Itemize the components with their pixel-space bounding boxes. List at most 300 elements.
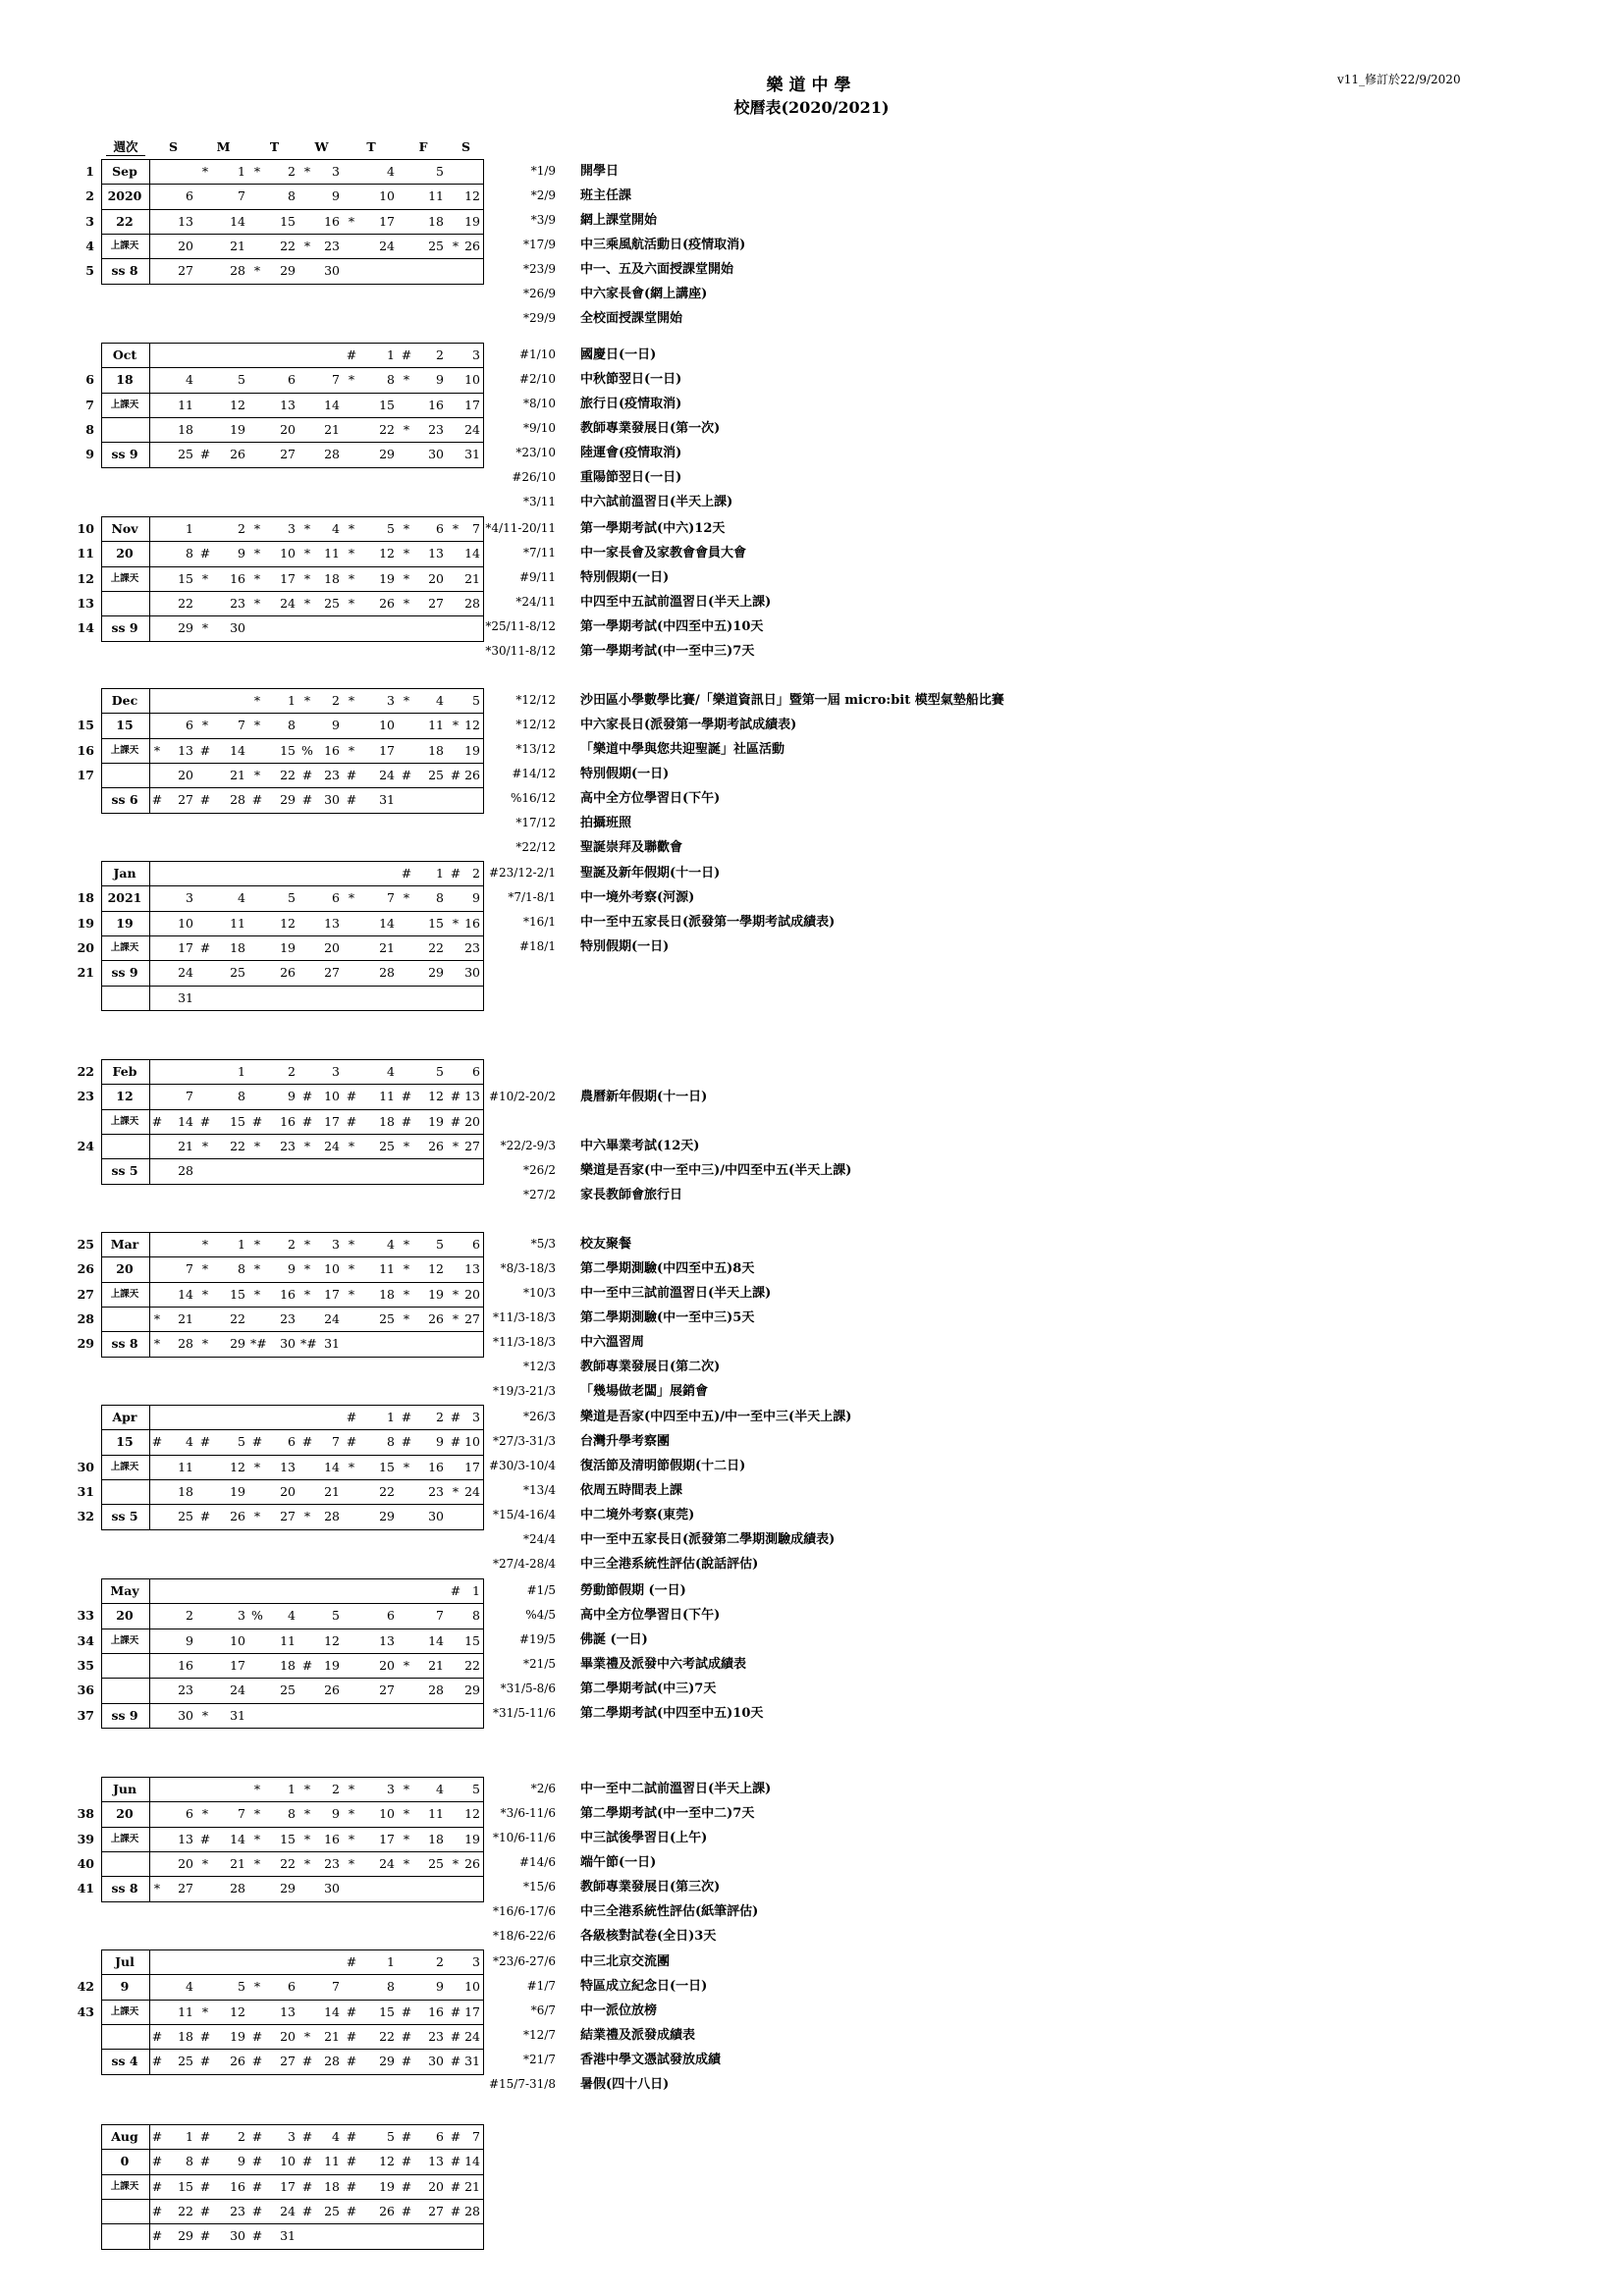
day-number: 11 — [178, 1459, 193, 1474]
row-label: 上課天 — [110, 572, 139, 584]
event-title: 第一學期考試(中四至中五)10天 — [580, 619, 764, 634]
day-number: 27 — [464, 1138, 480, 1153]
day-number: 18 — [280, 1657, 296, 1673]
day-marker — [150, 343, 164, 367]
event-title: 聖誕崇拜及聯歡會 — [580, 840, 683, 855]
day-marker — [345, 1703, 358, 1728]
day-marker — [250, 738, 264, 763]
event-date: *7/11 — [523, 546, 556, 560]
day-number: 22 — [464, 1657, 480, 1673]
event-title: 端午節(一日) — [580, 1855, 657, 1870]
day-number: 11 — [428, 1806, 444, 1822]
day-number: 30 — [230, 620, 245, 636]
event-date: *4/11-20/11 — [485, 521, 556, 535]
day-number: 14 — [324, 1459, 340, 1474]
event-date: #1/5 — [526, 1583, 556, 1597]
day-marker — [150, 713, 164, 737]
day-number: 23 — [324, 1855, 340, 1871]
day-number: 24 — [280, 2203, 296, 2218]
day-marker — [400, 234, 413, 258]
week-number: 35 — [77, 1657, 94, 1673]
day-marker: # — [301, 1434, 313, 1450]
row-label: 20 — [116, 546, 134, 561]
week-number: 3 — [85, 213, 94, 229]
day-marker: * — [253, 263, 261, 279]
day-number: 11 — [428, 188, 444, 204]
row-label — [100, 763, 149, 787]
row-label: ss 9 — [111, 447, 138, 462]
row-label: ss 5 — [111, 1163, 138, 1179]
event-date: *15/6 — [523, 1880, 556, 1894]
weekday-header: S — [168, 139, 179, 154]
day-number: 23 — [280, 1310, 296, 1326]
day-marker — [150, 393, 164, 417]
day-marker — [150, 442, 164, 466]
day-number: 11 — [379, 1089, 395, 1104]
day-marker — [150, 209, 164, 234]
day-marker — [300, 615, 314, 640]
day-marker: # — [251, 1434, 263, 1450]
day-marker — [300, 1629, 314, 1653]
event-date: *11/3-18/3 — [493, 1335, 556, 1349]
week-number: 10 — [77, 521, 94, 536]
day-marker — [300, 367, 314, 392]
event-title: 各級核對試卷(全日)3天 — [580, 1929, 717, 1944]
day-marker: * — [303, 1237, 311, 1252]
week-number: 5 — [85, 263, 94, 279]
day-number: 14 — [178, 1286, 193, 1302]
day-marker: # — [199, 2054, 211, 2069]
day-marker — [300, 2000, 314, 2024]
day-marker: * — [153, 1881, 161, 1896]
day-marker: # — [450, 2203, 461, 2218]
event-date: #14/12 — [512, 767, 556, 780]
day-marker — [150, 2000, 164, 2024]
event-date: %4/5 — [525, 1608, 556, 1622]
day-marker: # — [199, 2028, 211, 2044]
day-number: 6 — [288, 1979, 296, 1995]
day-number: 2 — [288, 1064, 296, 1079]
day-number: 17 — [464, 2003, 480, 2019]
week-number: 41 — [77, 1881, 94, 1896]
day-number: 3 — [387, 1782, 395, 1796]
school-name: 樂道中學 — [766, 76, 857, 95]
event-date: *25/11-8/12 — [485, 619, 556, 633]
day-number — [318, 2223, 340, 2248]
day-number: 11 — [379, 1261, 395, 1277]
day-number: 23 — [178, 1682, 193, 1698]
day-marker — [150, 234, 164, 258]
event-date: *2/9 — [530, 188, 556, 202]
day-number: 22 — [230, 1138, 245, 1153]
day-number: 18 — [178, 1483, 193, 1499]
day-number: 23 — [428, 421, 444, 437]
day-number: 15 — [379, 397, 395, 412]
day-number: 6 — [472, 1064, 480, 1079]
day-number: 30 — [428, 1509, 444, 1524]
day-number: 5 — [472, 1782, 480, 1796]
day-number: 27 — [280, 2054, 296, 2069]
day-number: 17 — [464, 397, 480, 412]
day-number: 9 — [186, 1632, 193, 1648]
day-number — [459, 986, 480, 1010]
day-number: 8 — [288, 188, 296, 204]
day-marker — [198, 417, 212, 442]
day-marker — [345, 442, 358, 466]
day-marker: # — [401, 2054, 412, 2069]
day-marker: # — [346, 767, 357, 782]
week-number: 33 — [77, 1608, 94, 1624]
event-title: 中六試前溫習日(半天上課) — [580, 495, 733, 509]
week-number: 2 — [85, 188, 94, 204]
day-number: 11 — [280, 1632, 296, 1648]
day-number: 8 — [186, 2154, 193, 2169]
event-date: #15/7-31/8 — [488, 2077, 556, 2091]
day-number: 13 — [428, 546, 444, 561]
day-number: 1 — [472, 1583, 480, 1598]
day-number: 12 — [464, 1806, 480, 1822]
day-marker: * — [303, 238, 311, 253]
day-marker: * — [253, 164, 261, 179]
day-number: 15 — [230, 1113, 245, 1129]
day-number: 26 — [379, 595, 395, 611]
day-marker — [150, 935, 164, 960]
day-marker — [400, 1629, 413, 1653]
day-marker — [300, 1405, 314, 1429]
day-marker: * — [403, 372, 410, 388]
day-marker — [250, 1059, 264, 1084]
event-title: 特別假期(一日) — [580, 570, 670, 585]
day-number: 28 — [230, 263, 245, 279]
day-number: 21 — [464, 2178, 480, 2194]
day-marker — [150, 1777, 164, 1801]
event-title: 復活節及清明節假期(十二日) — [580, 1459, 746, 1473]
day-marker: # — [401, 767, 412, 782]
row-label: Oct — [112, 347, 137, 362]
day-number: 7 — [436, 1608, 444, 1624]
day-marker — [198, 516, 212, 541]
day-number — [224, 1777, 245, 1801]
event-date: *23/10 — [515, 446, 556, 459]
day-number: 25 — [178, 1509, 193, 1524]
day-number: 1 — [436, 866, 444, 881]
day-marker — [300, 885, 314, 910]
day-number: 27 — [324, 965, 340, 981]
event-title: 高中全方位學習日(下午) — [580, 1608, 721, 1623]
day-number — [274, 1949, 296, 1974]
day-number — [224, 1578, 245, 1603]
day-marker — [250, 960, 264, 985]
day-marker: # — [450, 1113, 461, 1129]
day-marker — [250, 393, 264, 417]
week-number: 17 — [77, 767, 94, 782]
event-date: *16/6-17/6 — [493, 1904, 556, 1918]
day-marker: * — [348, 1459, 355, 1474]
day-marker — [150, 1801, 164, 1826]
day-number: 15 — [464, 1632, 480, 1648]
day-number: 29 — [464, 1682, 480, 1698]
day-marker — [250, 1479, 264, 1504]
event-title: 第二學期測驗(中一至中三)5天 — [580, 1310, 755, 1325]
event-date: *24/4 — [523, 1532, 556, 1546]
day-marker — [198, 1949, 212, 1974]
day-number: 24 — [280, 595, 296, 611]
day-marker: # — [199, 742, 211, 758]
event-date: *17/12 — [515, 816, 556, 829]
day-number: 6 — [186, 188, 193, 204]
week-number: 13 — [77, 595, 94, 611]
day-marker — [150, 1851, 164, 1876]
day-marker — [150, 986, 164, 1010]
day-number: 3 — [288, 2129, 296, 2144]
day-marker: * — [403, 1806, 410, 1822]
day-marker: * — [253, 595, 261, 611]
day-marker — [400, 258, 413, 283]
day-marker — [150, 615, 164, 640]
week-number: 25 — [77, 1237, 94, 1252]
day-marker: # — [151, 2129, 163, 2144]
day-marker: * — [348, 213, 355, 229]
event-date: *29/9 — [523, 311, 556, 325]
event-date: #23/12-2/1 — [488, 866, 556, 880]
day-number: 21 — [324, 2028, 340, 2044]
day-number: 5 — [238, 1434, 245, 1450]
day-number: 23 — [230, 2203, 245, 2218]
event-date: %16/12 — [511, 791, 556, 805]
day-marker — [345, 234, 358, 258]
day-number: 24 — [324, 1138, 340, 1153]
day-number: 23 — [280, 1138, 296, 1153]
day-number — [274, 1578, 296, 1603]
day-number: 22 — [178, 2203, 193, 2218]
day-number: 21 — [230, 1855, 245, 1871]
day-number: 6 — [436, 521, 444, 536]
day-number: 4 — [332, 2129, 340, 2144]
day-marker — [198, 1405, 212, 1429]
day-marker — [400, 1876, 413, 1900]
event-date: #1/7 — [526, 1979, 556, 1993]
week-number: 24 — [77, 1138, 94, 1153]
day-number: 14 — [324, 2003, 340, 2019]
day-number: 19 — [324, 1657, 340, 1673]
day-number: 23 — [324, 767, 340, 782]
event-date: *5/3 — [530, 1237, 556, 1251]
event-date: *11/3-18/3 — [493, 1310, 556, 1324]
day-marker — [345, 417, 358, 442]
week-number: 28 — [77, 1310, 94, 1326]
day-marker — [250, 1703, 264, 1728]
day-number: 1 — [288, 1782, 296, 1796]
event-title: 中三全港系統性評估(說話評估) — [580, 1557, 759, 1572]
day-marker: * — [201, 570, 209, 586]
day-marker — [400, 184, 413, 208]
day-marker — [400, 1703, 413, 1728]
day-number: 7 — [332, 1979, 340, 1995]
day-number — [373, 1703, 395, 1728]
day-marker: * — [201, 1237, 209, 1252]
day-number: 10 — [324, 1261, 340, 1277]
day-marker: * — [403, 1261, 410, 1277]
row-label: Jun — [112, 1782, 137, 1796]
day-marker: * — [153, 1336, 161, 1352]
day-number: 20 — [324, 939, 340, 955]
row-label: ss 4 — [111, 2054, 138, 2069]
day-marker — [198, 1084, 212, 1108]
day-marker: # — [450, 2178, 461, 2194]
day-marker: # — [401, 2003, 412, 2019]
day-number: 28 — [324, 1509, 340, 1524]
day-number: 9 — [288, 1089, 296, 1104]
week-number: 26 — [77, 1261, 94, 1277]
event-date: #18/1 — [518, 939, 556, 953]
day-number: 27 — [178, 792, 193, 808]
day-number: 7 — [186, 1261, 193, 1277]
day-number: 6 — [186, 1806, 193, 1822]
day-number: 29 — [280, 792, 296, 808]
day-marker — [300, 184, 314, 208]
row-label: Mar — [110, 1237, 139, 1252]
day-number: 31 — [464, 447, 480, 462]
day-marker — [300, 1678, 314, 1702]
row-label: 上課天 — [110, 941, 139, 953]
day-number: 24 — [464, 1483, 480, 1499]
day-marker: *# — [250, 1336, 267, 1352]
week-number — [69, 2049, 94, 2073]
week-number: 11 — [77, 546, 94, 561]
day-marker — [345, 960, 358, 985]
event-date: *18/6-22/6 — [493, 1929, 556, 1943]
event-date: #1/10 — [518, 347, 556, 361]
day-marker — [300, 417, 314, 442]
day-marker — [345, 1307, 358, 1331]
day-number: 17 — [280, 2178, 296, 2194]
day-number: 8 — [387, 372, 395, 388]
day-number: 12 — [230, 397, 245, 412]
day-marker: # — [401, 2178, 412, 2194]
event-title: 中三試後學習日(上午) — [580, 1831, 708, 1845]
day-number: 11 — [178, 2003, 193, 2019]
week-number: 40 — [77, 1855, 94, 1871]
day-marker — [345, 713, 358, 737]
weekday-header: T — [269, 139, 280, 154]
day-marker — [150, 591, 164, 615]
day-marker: * — [403, 1855, 410, 1871]
day-number: 16 — [324, 742, 340, 758]
event-date: *31/5-11/6 — [493, 1706, 556, 1720]
day-number: 15 — [178, 570, 193, 586]
day-marker: * — [452, 521, 460, 536]
day-marker: * — [348, 1831, 355, 1846]
day-number: 2 — [238, 521, 245, 536]
day-number — [172, 159, 193, 184]
event-date: *3/11 — [523, 495, 556, 508]
day-marker: * — [253, 693, 261, 708]
day-number: 5 — [436, 1064, 444, 1079]
day-number: 12 — [428, 1089, 444, 1104]
day-number: 20 — [178, 767, 193, 782]
day-number: 9 — [332, 188, 340, 204]
event-title: 中六家長日(派發第一學期考試成績表) — [580, 718, 797, 732]
day-number: 30 — [230, 2228, 245, 2244]
day-marker — [345, 1578, 358, 1603]
day-number: 18 — [379, 1286, 395, 1302]
day-number: 12 — [464, 718, 480, 733]
event-title: 中三北京交流團 — [580, 1954, 671, 1969]
day-number: 11 — [230, 915, 245, 931]
day-number: 10 — [324, 1089, 340, 1104]
day-number: 25 — [280, 1682, 296, 1698]
row-label: Nov — [111, 521, 138, 536]
day-number: 5 — [472, 693, 480, 708]
day-number: 14 — [428, 1632, 444, 1648]
day-marker: * — [303, 1138, 311, 1153]
day-marker — [150, 960, 164, 985]
row-label — [100, 2024, 149, 2049]
row-label: 12 — [116, 1089, 134, 1104]
day-number: 20 — [280, 1483, 296, 1499]
day-number: 4 — [387, 1237, 395, 1252]
day-marker: # — [401, 2154, 412, 2169]
day-number: 17 — [379, 213, 395, 229]
day-marker: # — [346, 2178, 357, 2194]
day-marker: * — [253, 718, 261, 733]
row-label: 20 — [116, 1806, 134, 1822]
day-marker — [150, 417, 164, 442]
day-number — [373, 1158, 395, 1183]
week-number: 6 — [85, 372, 94, 388]
day-marker — [198, 209, 212, 234]
week-number — [69, 1777, 94, 1801]
day-number: 2 — [332, 693, 340, 708]
day-number: 4 — [332, 521, 340, 536]
row-label: 上課天 — [110, 1115, 139, 1127]
day-number — [274, 615, 296, 640]
row-label: 上課天 — [110, 399, 139, 410]
day-number — [373, 861, 395, 885]
day-marker: # — [301, 2178, 313, 2194]
day-number: 12 — [230, 2003, 245, 2019]
event-date: *21/5 — [523, 1657, 556, 1671]
day-marker: * — [303, 1782, 311, 1796]
day-number — [172, 343, 193, 367]
day-marker: * — [253, 1459, 261, 1474]
day-number — [224, 1158, 245, 1183]
day-marker — [198, 1974, 212, 1999]
event-title: 「幾場做老闆」展銷會 — [580, 1384, 709, 1399]
day-marker: * — [253, 521, 261, 536]
row-label: Apr — [112, 1410, 137, 1424]
day-marker: # — [251, 2203, 263, 2218]
day-number: 22 — [178, 595, 193, 611]
row-label: 上課天 — [110, 1833, 139, 1844]
event-date: *19/3-21/3 — [493, 1384, 556, 1398]
day-marker — [250, 1678, 264, 1702]
day-number: 9 — [436, 1979, 444, 1995]
day-marker — [400, 911, 413, 935]
day-marker: * — [303, 693, 311, 708]
day-marker: # — [151, 792, 163, 808]
event-title: 開學日 — [580, 164, 620, 179]
day-marker: * — [348, 521, 355, 536]
day-number — [224, 861, 245, 885]
day-marker — [198, 591, 212, 615]
event-date: *22/12 — [515, 840, 556, 854]
row-label: 上課天 — [110, 1461, 139, 1472]
row-label: 15 — [116, 718, 134, 733]
day-marker: # — [401, 347, 412, 362]
day-marker: * — [201, 718, 209, 733]
day-number — [318, 986, 340, 1010]
